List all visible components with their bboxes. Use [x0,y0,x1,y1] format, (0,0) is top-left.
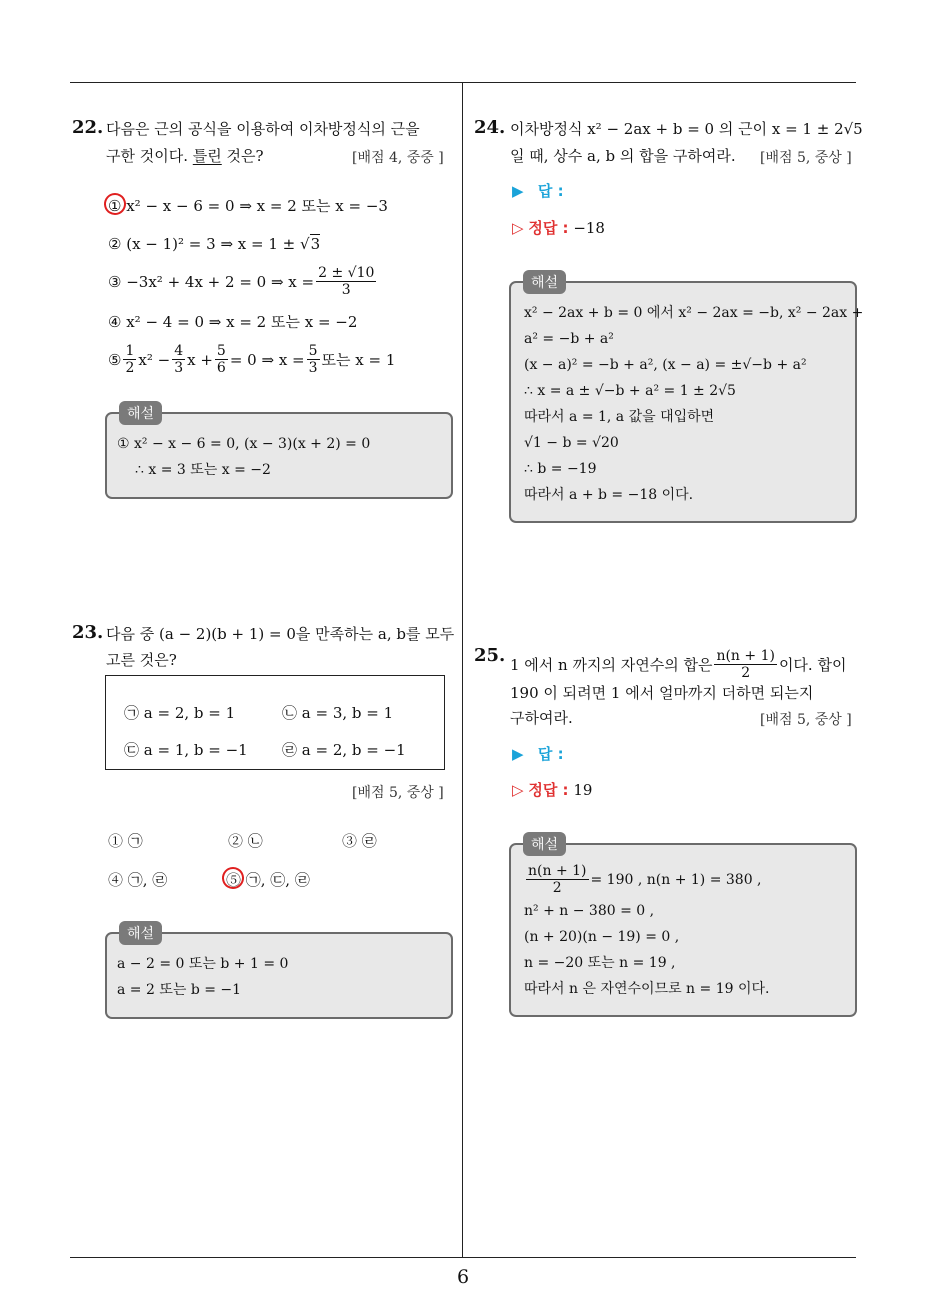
question-number: 22. [72,117,104,138]
solution-box [509,281,864,523]
answer-label: 답 : [537,182,564,200]
solution-line: n = −20 또는 n = 19 , [524,955,676,971]
outline-triangle-icon: ▷ [512,781,524,799]
question-text: 다음 중 (a − 2)(b + 1) = 0을 만족하는 a, b를 모두 [106,625,455,643]
choice-item: ㉠ a = 2, b = 1 [124,704,236,722]
outline-triangle-icon: ▷ [512,219,524,237]
option-4[interactable]: ④ x² − 4 = 0 ⇒ x = 2 또는 x = −2 [108,313,358,331]
option-1[interactable]: ① ㉠ [108,832,143,850]
solution-line: ∴ b = −19 [524,461,597,477]
question-text: 이차방정식 x² − 2ax + b = 0 의 근이 x = 1 ± 2√5 [510,120,863,138]
question-text: 다음은 근의 공식을 이용하여 이차방정식의 근을 [106,120,420,138]
underlined-word: 틀린 [192,147,222,165]
column-divider [462,82,463,1257]
correct-value: −18 [573,219,605,237]
solution-line: 따라서 a + b = −18 이다. [524,487,694,503]
solution-box [105,932,453,1019]
score-meta: [배점 5, 중상 ] [760,712,852,728]
question-text: 구하여라. [510,709,573,727]
solution-line: √1 − b = √20 [524,435,619,451]
solution-line: (n + 20)(n − 19) = 0 , [524,929,680,945]
question-text: 190 이 되려면 1 에서 얼마까지 더하면 되는지 [510,684,814,702]
solution-line: ∴ x = a ± √−b + a² = 1 ± 2√5 [524,383,736,399]
solution-box [105,412,453,499]
solution-line: x² − 2ax + b = 0 에서 x² − 2ax = −b, x² − 2ax + [524,305,864,321]
score-meta: [배점 5, 중상 ] [760,150,852,166]
answer-label: 답 : [537,745,564,763]
option-5[interactable]: ⑤ ㉠, ㉢, ㉣ [226,871,310,889]
solution-box [509,843,857,1017]
solution-line: ① x² − x − 6 = 0, (x − 3)(x + 2) = 0 [117,436,371,452]
question-text: 구한 것이다. 틀린 것은? [106,147,264,165]
solution-tag: 해설 [119,921,162,945]
solution-tag: 해설 [119,401,162,425]
solution-line: 따라서 n 은 자연수이므로 n = 19 이다. [524,981,770,997]
correct-answer-row [512,217,605,238]
correct-label: 정답 : [528,219,569,237]
play-triangle-icon: ▶ [512,182,524,200]
choice-item: ㉡ a = 3, b = 1 [282,704,394,722]
option-2[interactable]: ② ㉡ [228,832,263,850]
solution-line: 따라서 a = 1, a 값을 대입하면 [524,409,715,425]
choice-item: ㉢ a = 1, b = −1 [124,741,248,759]
answer-input-row[interactable] [512,180,564,201]
solution-line: ∴ x = 3 또는 x = −2 [135,462,271,478]
solution-line: n² + n − 380 = 0 , [524,903,655,919]
score-meta: [배점 4, 중중 ] [352,150,444,166]
correct-label: 정답 : [528,781,569,799]
question-number: 23. [72,622,104,643]
choice-box [105,675,445,770]
solution-line: (x − a)² = −b + a², (x − a) = ±√−b + a² [524,357,807,373]
question-text: 고른 것은? [106,651,177,669]
question-text: 일 때, 상수 a, b 의 합을 구하여라. [510,147,736,165]
top-rule [70,82,856,83]
solution-line: a − 2 = 0 또는 b + 1 = 0 [117,956,289,972]
question-text: 1 에서 n 까지의 자연수의 합은 $\frac{n(n + 1)}{2}$ 이다. 합이 [510,648,847,681]
option-4[interactable]: ④ ㉠, ㉣ [108,871,168,889]
solution-line: a = 2 또는 b = −1 [117,982,242,998]
fraction: $\frac{2 \pm √10}{3}$ [318,265,375,298]
option-3[interactable]: ③ ㉣ [342,832,377,850]
play-triangle-icon: ▶ [512,745,524,763]
solution-tag: 해설 [523,270,566,294]
solution-line: a² = −b + a² [524,331,614,347]
page-number: 6 [456,1266,470,1288]
question-number: 24. [474,117,506,138]
option-3[interactable]: ③ −3x² + 4x + 2 = 0 ⇒ x = $\frac{2 \pm √10}{3}$ [108,265,375,298]
score-meta: [배점 5, 중상 ] [352,785,444,801]
choice-item: ㉣ a = 2, b = −1 [282,741,406,759]
answer-input-row[interactable] [512,743,564,764]
option-1[interactable]: ① x² − x − 6 = 0 ⇒ x = 2 또는 x = −3 [108,197,388,215]
bottom-rule [70,1257,856,1258]
solution-line: $\frac{n(n + 1)}{2}$ = 190 , n(n + 1) = 380 , [528,863,762,896]
option-2[interactable]: ② (x − 1)² = 3 ⇒ x = 1 ± √3 [108,235,321,253]
correct-value: 19 [573,781,593,799]
solution-tag: 해설 [523,832,566,856]
question-number: 25. [474,645,506,666]
correct-answer-row [512,779,592,800]
option-5[interactable]: ⑤ $\frac{1}{2}$ x² − $\frac{4}{3}$ x + $\frac{5}{6}$ = 0 ⇒ x = $\frac{5}{3}$ 또는 x = 1 [108,343,396,376]
